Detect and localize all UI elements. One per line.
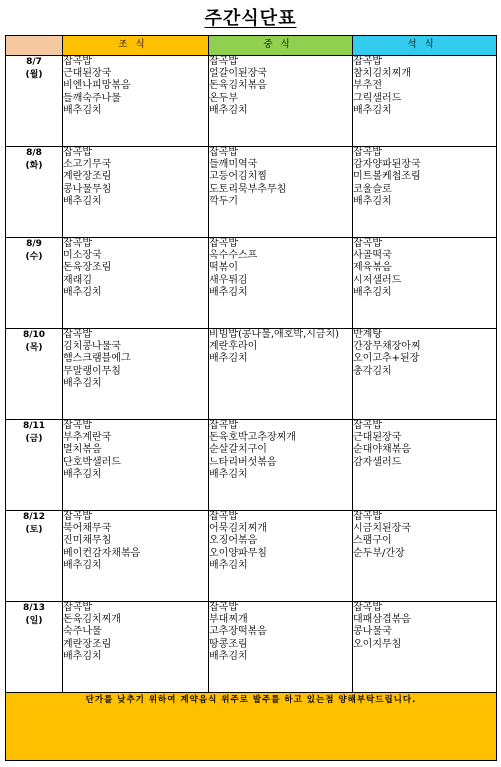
menu-item: 진미채무침 [63,535,112,547]
day-date-cell [6,329,63,420]
day-date-cell [6,602,63,693]
lunch-cell [209,420,353,511]
menu-item: 새우튀김 [209,274,248,286]
day-row [6,602,497,693]
menu-item: 들깨미역국 [209,159,258,171]
day-weekday: (화) [25,161,43,171]
lunch-cell [209,511,353,602]
menu-item: 배추김치 [353,286,392,298]
breakfast-cell [63,329,209,420]
menu-item: 잡곡밥 [353,420,382,431]
day-weekday: (금) [25,434,43,444]
menu-item: 잡곡밥 [353,511,382,522]
menu-item: 무말랭이무침 [63,365,121,377]
dinner-cell [353,238,497,329]
menu-item: 잡곡밥 [63,238,92,249]
day-weekday: (목) [25,343,43,353]
menu-item: 돈육호박고추장찌개 [209,432,296,444]
header-date-cell [6,36,63,56]
menu-item: 고등어김치찜 [209,171,267,183]
menu-item: 땅콩조림 [209,638,248,650]
day-date-cell [6,56,63,147]
lunch-cell [209,602,353,693]
menu-item: 순두부/간장 [353,547,405,559]
menu-item: 배추김치 [63,650,102,662]
menu-item: 시저샐러드 [353,274,402,286]
menu-item: 오이양파무침 [209,547,267,559]
menu-item: 들깨숙주나물 [63,92,121,104]
menu-item: 그릭샐러드 [353,92,402,104]
menu-item: 숙주나물 [63,626,102,638]
breakfast-cell [63,602,209,693]
menu-item: 비빔밥(콩나물,애호박,시금치) [209,329,340,340]
menu-item: 사골떡국 [353,250,392,262]
menu-item: 배추김치 [63,104,102,116]
menu-item: 옥수수스프 [209,250,258,262]
menu-item: 잡곡밥 [63,511,92,522]
menu-item: 미트볼케첩조림 [353,171,421,183]
day-date: 8/8 [26,148,42,158]
menu-item: 잡곡밥 [63,602,92,613]
menu-item: 부대찌개 [209,614,248,626]
menu-item: 배추김치 [63,195,102,207]
menu-item: 코울슬로 [353,183,392,195]
day-weekday: (월) [25,70,43,80]
menu-item: 오징어볶음 [209,535,258,547]
menu-item: 총각김치 [353,365,392,377]
menu-item: 배추김치 [63,468,102,480]
header-dinner: 석식 [353,36,497,56]
menu-item: 대패삼겹볶음 [353,614,411,626]
breakfast-cell [63,420,209,511]
menu-item: 순살갈치구이 [209,444,267,456]
day-row [6,420,497,511]
menu-item: 오이고추+된장 [353,353,420,365]
dinner-cell [353,511,497,602]
footer-notice: 단가를 낮추기 위하여 계약음식 위주로 발주를 하고 있는점 양해부탁드립니다. [6,693,497,761]
menu-item: 김치콩나물국 [63,341,121,353]
breakfast-cell [63,238,209,329]
menu-item: 잡곡밥 [209,602,238,613]
menu-item: 떡볶이 [209,262,238,274]
day-row [6,56,497,147]
footer-row [6,693,497,761]
lunch-cell [209,56,353,147]
menu-item: 배추김치 [209,104,248,116]
menu-item: 잡곡밥 [63,329,92,340]
menu-item: 햄스크램블에그 [63,353,131,365]
day-date: 8/10 [22,330,46,340]
day-weekday: (수) [25,252,43,262]
breakfast-cell [63,147,209,238]
menu-item: 느타리버섯볶음 [209,456,277,468]
day-date-cell [6,420,63,511]
menu-item: 소고기무국 [63,159,112,171]
dinner-cell [353,602,497,693]
day-date: 8/9 [26,239,42,249]
dinner-cell [353,420,497,511]
page-title: 주간식단표 [204,8,297,29]
menu-item: 간장무채장아찌 [353,341,421,353]
day-weekday: (일) [25,616,43,626]
menu-item: 잡곡밥 [209,238,238,249]
menu-item: 시금치된장국 [353,523,411,535]
day-date-cell [6,147,63,238]
menu-item: 베이컨감자채볶음 [63,547,141,559]
menu-item: 미소장국 [63,250,102,262]
menu-item: 참치김치찌개 [353,68,411,80]
breakfast-cell [63,511,209,602]
menu-item: 돈육장조림 [63,262,112,274]
breakfast-cell [63,56,209,147]
menu-item: 잡곡밥 [353,602,382,613]
menu-item: 계란장조림 [63,171,112,183]
day-row [6,238,497,329]
menu-item: 잡곡밥 [353,56,382,67]
menu-item: 제육볶음 [353,262,392,274]
menu-item: 배추김치 [209,559,248,571]
menu-item: 배추김치 [353,195,392,207]
weekly-menu-table [5,35,497,761]
menu-item: 배추김치 [209,650,248,662]
menu-item: 반계탕 [353,329,382,340]
menu-item: 돈육김치찌개 [63,614,121,626]
day-date: 8/7 [26,57,42,67]
menu-item: 깍두기 [209,195,238,207]
menu-item: 잡곡밥 [353,238,382,249]
menu-item: 얼갈이된장국 [209,68,267,80]
menu-item: 고추장떡볶음 [209,626,267,638]
menu-item: 잡곡밥 [353,147,382,158]
menu-item: 감자샐러드 [353,456,402,468]
menu-item: 비엔나피망볶음 [63,80,131,92]
menu-item: 잡곡밥 [63,56,92,67]
menu-item: 잡곡밥 [209,511,238,522]
menu-item: 멸치볶음 [63,444,102,456]
lunch-cell [209,329,353,420]
lunch-cell [209,147,353,238]
day-date: 8/12 [22,512,46,522]
menu-item: 재래김 [63,274,92,286]
menu-item: 잡곡밥 [209,56,238,67]
menu-item: 잡곡밥 [209,147,238,158]
menu-item: 단호박샐러드 [63,456,121,468]
menu-item: 잡곡밥 [209,420,238,431]
menu-item: 계란후라이 [209,341,258,353]
menu-item: 부추계란국 [63,432,112,444]
menu-item: 도토리묵부추무침 [209,183,287,195]
menu-body [6,56,497,693]
lunch-cell [209,238,353,329]
header-row [6,36,497,56]
menu-item: 북어채무국 [63,523,112,535]
menu-item: 계란장조림 [63,638,112,650]
menu-item: 어묵김치찌개 [209,523,267,535]
day-row [6,511,497,602]
header-breakfast: 조식 [63,36,209,56]
day-row [6,147,497,238]
dinner-cell [353,329,497,420]
dinner-cell [353,56,497,147]
day-date: 8/13 [22,603,46,613]
menu-item: 순대야채볶음 [353,444,411,456]
menu-item: 근대된장국 [63,68,112,80]
day-weekday: (토) [25,525,43,535]
menu-item: 배추김치 [63,559,102,571]
menu-item: 감자양파된장국 [353,159,421,171]
day-date-cell [6,511,63,602]
menu-item: 온두부 [209,92,238,104]
menu-item: 돈육김치볶음 [209,80,267,92]
menu-item: 콩나물국 [353,626,392,638]
menu-item: 잡곡밥 [63,420,92,431]
menu-item: 배추김치 [353,104,392,116]
menu-item: 스팸구이 [353,535,392,547]
menu-item: 배추김치 [209,286,248,298]
day-date: 8/11 [22,421,46,431]
menu-item: 부추전 [353,80,382,92]
day-date-cell [6,238,63,329]
menu-item: 근대된장국 [353,432,402,444]
menu-item: 배추김치 [63,377,102,389]
header-lunch: 중식 [209,36,353,56]
menu-item: 배추김치 [209,468,248,480]
menu-item: 잡곡밥 [63,147,92,158]
menu-item: 배추김치 [209,353,248,365]
day-row [6,329,497,420]
dinner-cell [353,147,497,238]
menu-item: 콩나물무침 [63,183,112,195]
menu-item: 배추김치 [63,286,102,298]
menu-item: 오이지무침 [353,638,402,650]
